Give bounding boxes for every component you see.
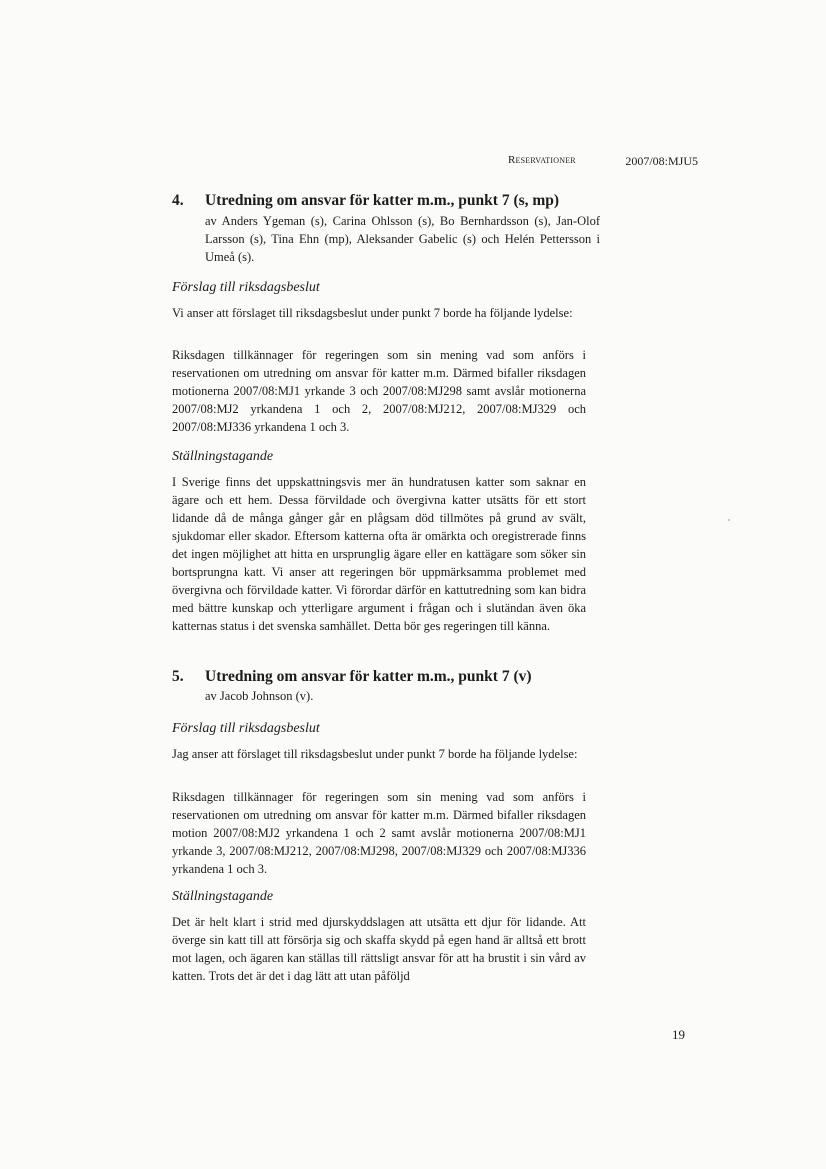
reservation-5-title: Utredning om ansvar för katter m.m., punkt 7 (v) xyxy=(205,668,532,685)
reservation-4-byline: av Anders Ygeman (s), Carina Ohlsson (s), Bo Bernhardsson (s), Jan-Olof Larsson (s), Tina Ehn (mp), Aleksander Gabelic (s) och Helén Pettersson i Umeå (s). xyxy=(205,214,600,264)
reservation-5-position-heading: Ställningstagande xyxy=(172,889,274,904)
page-number: 19 xyxy=(672,1027,685,1042)
section-label: Reservationer xyxy=(508,154,576,166)
reservation-4-proposal-text: Riksdagen tillkännager för regeringen som sin mening vad som anförs i reservationen om utredning om ansvar för katter m.m. Därmed bifaller riksdagen motionerna 2007/08:MJ1 yrkande 3 och 2007/08:MJ298 samt avslår motionerna 2007/08:MJ2 yrkandena 1 och 2, 2007/08:MJ212, 2007/08:MJ329 och 2007/08:MJ336 yrkandena 1 och 3. xyxy=(172,348,586,434)
running-header xyxy=(508,154,698,169)
reservation-4-position-heading: Ställningstagande xyxy=(172,449,274,464)
reservation-5-proposal-intro: Jag anser att förslaget till riksdagsbeslut under punkt 7 borde ha följande lydelse: xyxy=(172,747,578,761)
scan-speck xyxy=(728,519,730,521)
document-number: 2007/08:MJU5 xyxy=(625,154,698,168)
reservation-5-proposal-heading: Förslag till riksdagsbeslut xyxy=(172,721,320,736)
reservation-4-proposal-heading: Förslag till riksdagsbeslut xyxy=(172,280,320,295)
reservation-4-proposal-intro: Vi anser att förslaget till riksdagsbeslut under punkt 7 borde ha följande lydelse: xyxy=(172,306,573,320)
reservation-5-position-text: Det är helt klart i strid med djurskyddslagen att utsätta ett djur för lidande. Att överge sin katt till att försörja sig och skaffa skydd på egen hand är alltså ett brott mot lagen, och ägaren kan ställas till rättsligt ansvar för att ha brustit i sin vård av katten. Trots det är det i dag lätt att utan påföljd xyxy=(172,915,586,983)
reservation-4-position-text: I Sverige finns det uppskattningsvis mer än hundratusen katter som saknar en ägare och ett hem. Dessa förvildade och övergivna katter utsätts för ett stort lidande då de många gånger går en plågsam död tillmötes på grund av svält, sjukdomar eller skador. Eftersom katterna ofta är omärkta och oregistrerade finns det ingen möjlighet att hitta en ursprunglig ägare eller en kattägare som söker sin bortsprungna katt. Vi anser att regeringen bör uppmärksamma problemet med övergivna och förvildade katter. Vi förordar därför en kattutredning som kan bidra med bättre kunskap och ytterligare argument i frågan och i slutändan även öka katternas status i det svenska samhället. Detta bör ges regeringen till känna. xyxy=(172,475,586,633)
reservation-4-number: 4. xyxy=(172,192,184,209)
reservation-5-byline: av Jacob Johnson (v). xyxy=(205,689,314,703)
reservation-4-title: Utredning om ansvar för katter m.m., punkt 7 (s, mp) xyxy=(205,192,560,209)
reservation-5-number: 5. xyxy=(172,668,184,685)
reservation-5-proposal-text: Riksdagen tillkännager för regeringen som sin mening vad som anförs i reservationen om utredning om ansvar för katter m.m. Därmed bifaller riksdagen motion 2007/08:MJ2 yrkandena 1 och 2 samt avslår motionerna 2007/08:MJ1 yrkande 3, 2007/08:MJ212, 2007/08:MJ298, 2007/08:MJ329 och 2007/08:MJ336 yrkandena 1 och 3. xyxy=(172,790,586,876)
